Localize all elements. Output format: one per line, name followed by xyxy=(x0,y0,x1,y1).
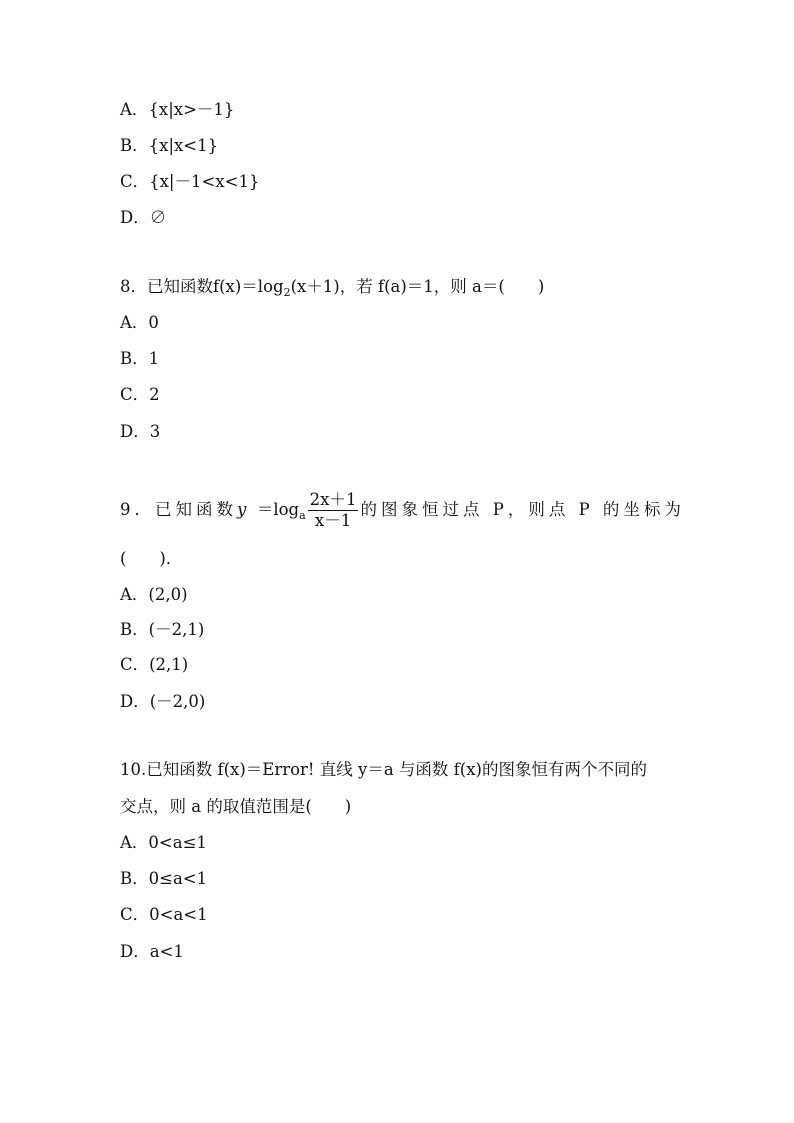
question-text: 8．已知函数 xyxy=(120,277,213,296)
option-text: 0<a≤1 xyxy=(148,833,207,852)
q7-option-a xyxy=(120,100,234,120)
option-letter: A． xyxy=(120,585,149,604)
q9-stem-continued xyxy=(120,549,182,569)
q8-option-d xyxy=(120,422,160,442)
option-text: 2 xyxy=(149,385,160,404)
option-letter: C． xyxy=(120,905,150,924)
option-letter: A． xyxy=(120,833,149,852)
log-base: a xyxy=(299,509,306,522)
q8-option-c xyxy=(120,385,160,405)
option-text: (－2,1) xyxy=(148,620,205,639)
option-text: {x|x<1} xyxy=(148,136,219,155)
option-letter: B． xyxy=(120,620,149,639)
option-text: 1 xyxy=(148,349,160,368)
question-text: 交点，则 a 的取值范围是( ) xyxy=(120,797,352,816)
option-letter: C． xyxy=(120,172,150,191)
option-text: {x|x>－1} xyxy=(148,100,235,119)
option-letter: D． xyxy=(120,422,150,441)
question-math: y xyxy=(237,500,247,519)
fraction-denominator: x－1 xyxy=(314,511,352,530)
option-text: 0<a<1 xyxy=(149,905,208,924)
q10-stem-line1 xyxy=(120,760,647,780)
log-base: 2 xyxy=(283,286,291,299)
q8-stem xyxy=(120,277,544,303)
question-text: ( )． xyxy=(120,549,183,568)
q7-option-c xyxy=(120,172,259,192)
option-letter: C． xyxy=(120,385,150,404)
q10-stem-line2 xyxy=(120,797,351,817)
option-text: 0 xyxy=(148,313,159,332)
option-letter: D． xyxy=(120,208,150,227)
q7-option-b xyxy=(120,136,218,156)
option-letter: B． xyxy=(120,869,149,888)
question-text: 的图象恒过点 P，则点 P 的坐标为 xyxy=(360,500,685,519)
q9-option-b xyxy=(120,620,204,640)
fraction-numerator: 2x＋1 xyxy=(309,490,357,509)
option-letter: D． xyxy=(120,692,150,711)
question-text: 9．已知函数 xyxy=(120,500,237,519)
question-math: f(x)＝log xyxy=(213,277,284,296)
q10-option-a xyxy=(120,833,207,853)
q9-option-c xyxy=(120,655,188,675)
question-math: ＝log xyxy=(256,500,300,519)
option-letter: C． xyxy=(120,655,150,674)
q9-option-a xyxy=(120,585,188,605)
question-math: (x＋1)，若 f(a)＝1，则 a＝( ) xyxy=(290,277,545,296)
q8-option-b xyxy=(120,349,159,369)
option-text: (2,1) xyxy=(149,655,189,674)
option-text: a<1 xyxy=(149,942,184,961)
q10-option-b xyxy=(120,869,207,889)
option-letter: A． xyxy=(120,100,149,119)
q10-option-d xyxy=(120,942,184,962)
q8-option-a xyxy=(120,313,159,333)
option-text: (2,0) xyxy=(148,585,188,604)
option-text: {x|－1<x<1} xyxy=(149,172,260,191)
q7-option-d xyxy=(120,208,166,228)
option-letter: A． xyxy=(120,313,149,332)
option-letter: B． xyxy=(120,349,149,368)
option-letter: D． xyxy=(120,942,150,961)
option-text: (－2,0) xyxy=(149,692,206,711)
option-text: 3 xyxy=(149,422,161,441)
option-text: ∅ xyxy=(149,208,167,227)
q10-option-c xyxy=(120,905,208,925)
question-text: 10.已知函数 f(x)＝Error! 直线 y＝a 与函数 f(x)的图象恒有两个不同的 xyxy=(120,760,647,779)
q9-stem xyxy=(120,488,685,538)
option-letter: B． xyxy=(120,136,149,155)
fraction xyxy=(308,490,359,531)
option-text: 0≤a<1 xyxy=(148,869,208,888)
q9-option-d xyxy=(120,692,205,712)
